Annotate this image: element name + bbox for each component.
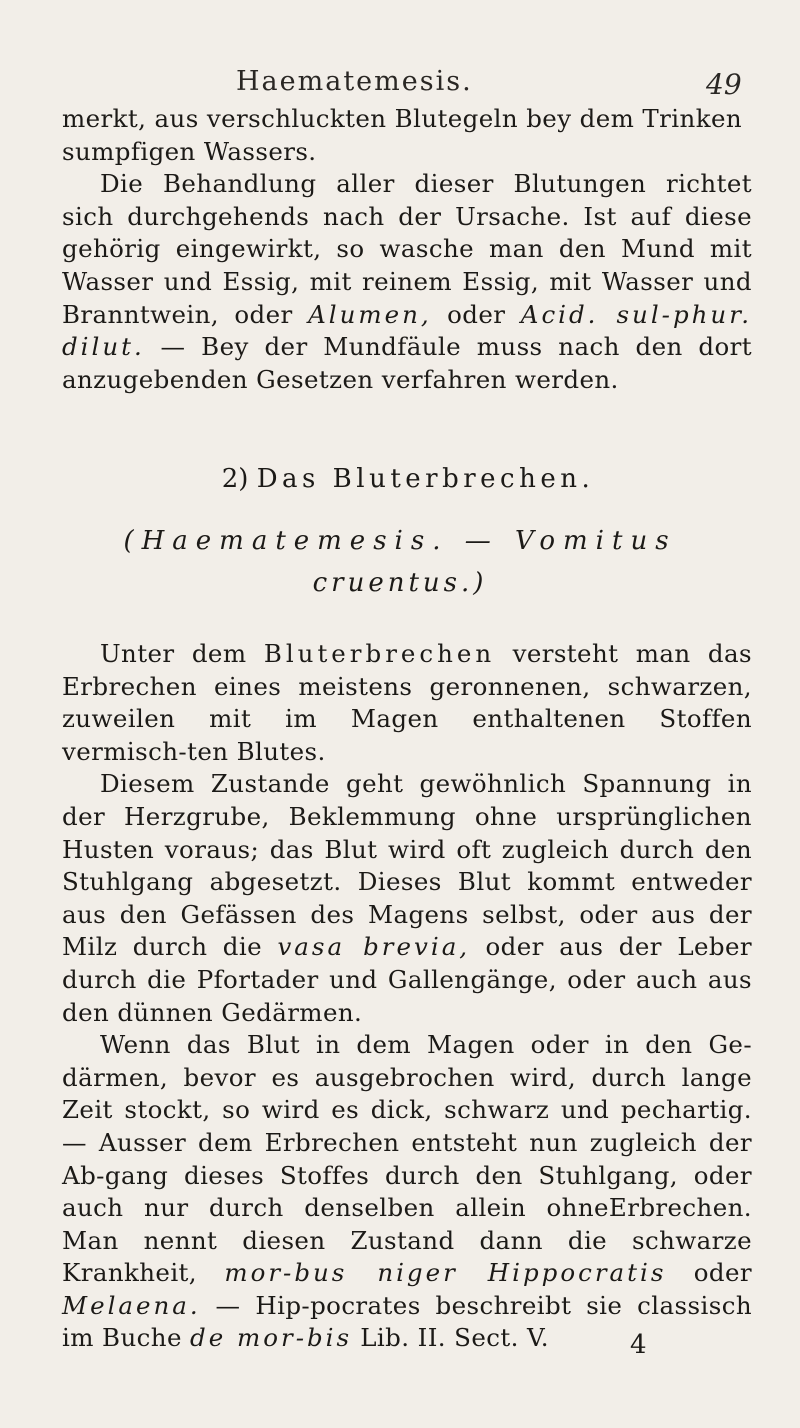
running-title: Haematemesis. (236, 66, 473, 97)
text-span: versteht man das Erbrechen eines meistens geronnenen, schwarzen, zuweilen mit im Magen enthaltenen Stoffen vermisch-ten Blutes. (62, 639, 752, 766)
text-span: Lib. II. Sect. V. (352, 1323, 549, 1353)
paragraph-definition (62, 638, 752, 768)
paragraph-melaena (62, 1029, 752, 1355)
running-head (0, 66, 800, 106)
section-number: 2) (221, 464, 257, 494)
text-span: Die Behandlung aller dieser Blutungen richtet sich durchgehends nach der Ursache. Ist auf diese gehörig eingewirkt, so wasche man den Mund mit Wasser und Essig, mit reinem Essig, mit Wasser und Branntwein, oder (62, 169, 752, 329)
text-line: merkt, aus verschluckten Blutegeln bey dem Trinken (62, 104, 743, 133)
text-block-1 (62, 103, 752, 396)
heading-title: Bluterbrechen. (332, 464, 595, 494)
text-block-2 (62, 638, 752, 1355)
text-line: sumpfigen Wassers. (62, 136, 317, 166)
text-span: Diesem Zustande geht gewöhnlich Spannung in der Herzgrube, Beklemmung ohne ursprünglichen Husten voraus; das Blut wird oft zugleich durch den Stuhlgang abgesetzt. Dieses Blut kommt entweder aus den Gefässen des Magens selbst, oder aus der Milz durch die (62, 769, 752, 962)
text-span: oder (431, 299, 521, 329)
text-span: oder (666, 1258, 753, 1288)
section-subheading-cont: cruentus.) (312, 568, 488, 598)
page-number: 49 (706, 68, 742, 101)
signature-mark: 4 (630, 1330, 647, 1360)
latin-term: Acid. sul-phur. dilut. (62, 299, 752, 362)
text-span: Wenn das Blut in dem Magen oder in den Ge-därmen, bevor es ausgebrochen wird, durch lange Zeit stockt, so wird es dick, schwarz und pechartig. — Ausser dem Erbrechen entsteht nun zugleich der Ab-gang dieses Stoffes durch den Stuhlgang, oder auch nur durch denselben allein ohneErbrechen. Man nennt diesen Zustand dann die schwarze Krankheit, (62, 1030, 752, 1288)
paragraph-symptoms (62, 768, 752, 1029)
latin-term: Alumen, (308, 299, 432, 329)
heading-article: Das (256, 464, 333, 494)
latin-term: mor-bus niger Hippocratis (224, 1258, 667, 1288)
text-span: Unter dem (100, 639, 264, 668)
latin-term: de mor-bis (190, 1323, 353, 1353)
section-subheading: (Haematemesis. — Vomitus (123, 526, 677, 556)
text-span: — Bey der Mundfäule muss nach den dort anzugebenden Gesetzen verfahren werden. (62, 332, 752, 394)
paragraph-continued (62, 103, 752, 168)
latin-term: vasa brevia, (277, 932, 471, 962)
text-span: — Hip-pocrates beschreibt sie classisch im Buche (62, 1290, 752, 1353)
defined-term: Bluterbrechen (263, 639, 496, 668)
section-heading (8, 464, 800, 494)
latin-term: Melaena. (62, 1290, 201, 1320)
text-span: oder aus der Leber durch die Pfortader und Gallengänge, oder auch aus den dünnen Gedärmen. (62, 932, 752, 1027)
paragraph-treatment (62, 168, 752, 396)
